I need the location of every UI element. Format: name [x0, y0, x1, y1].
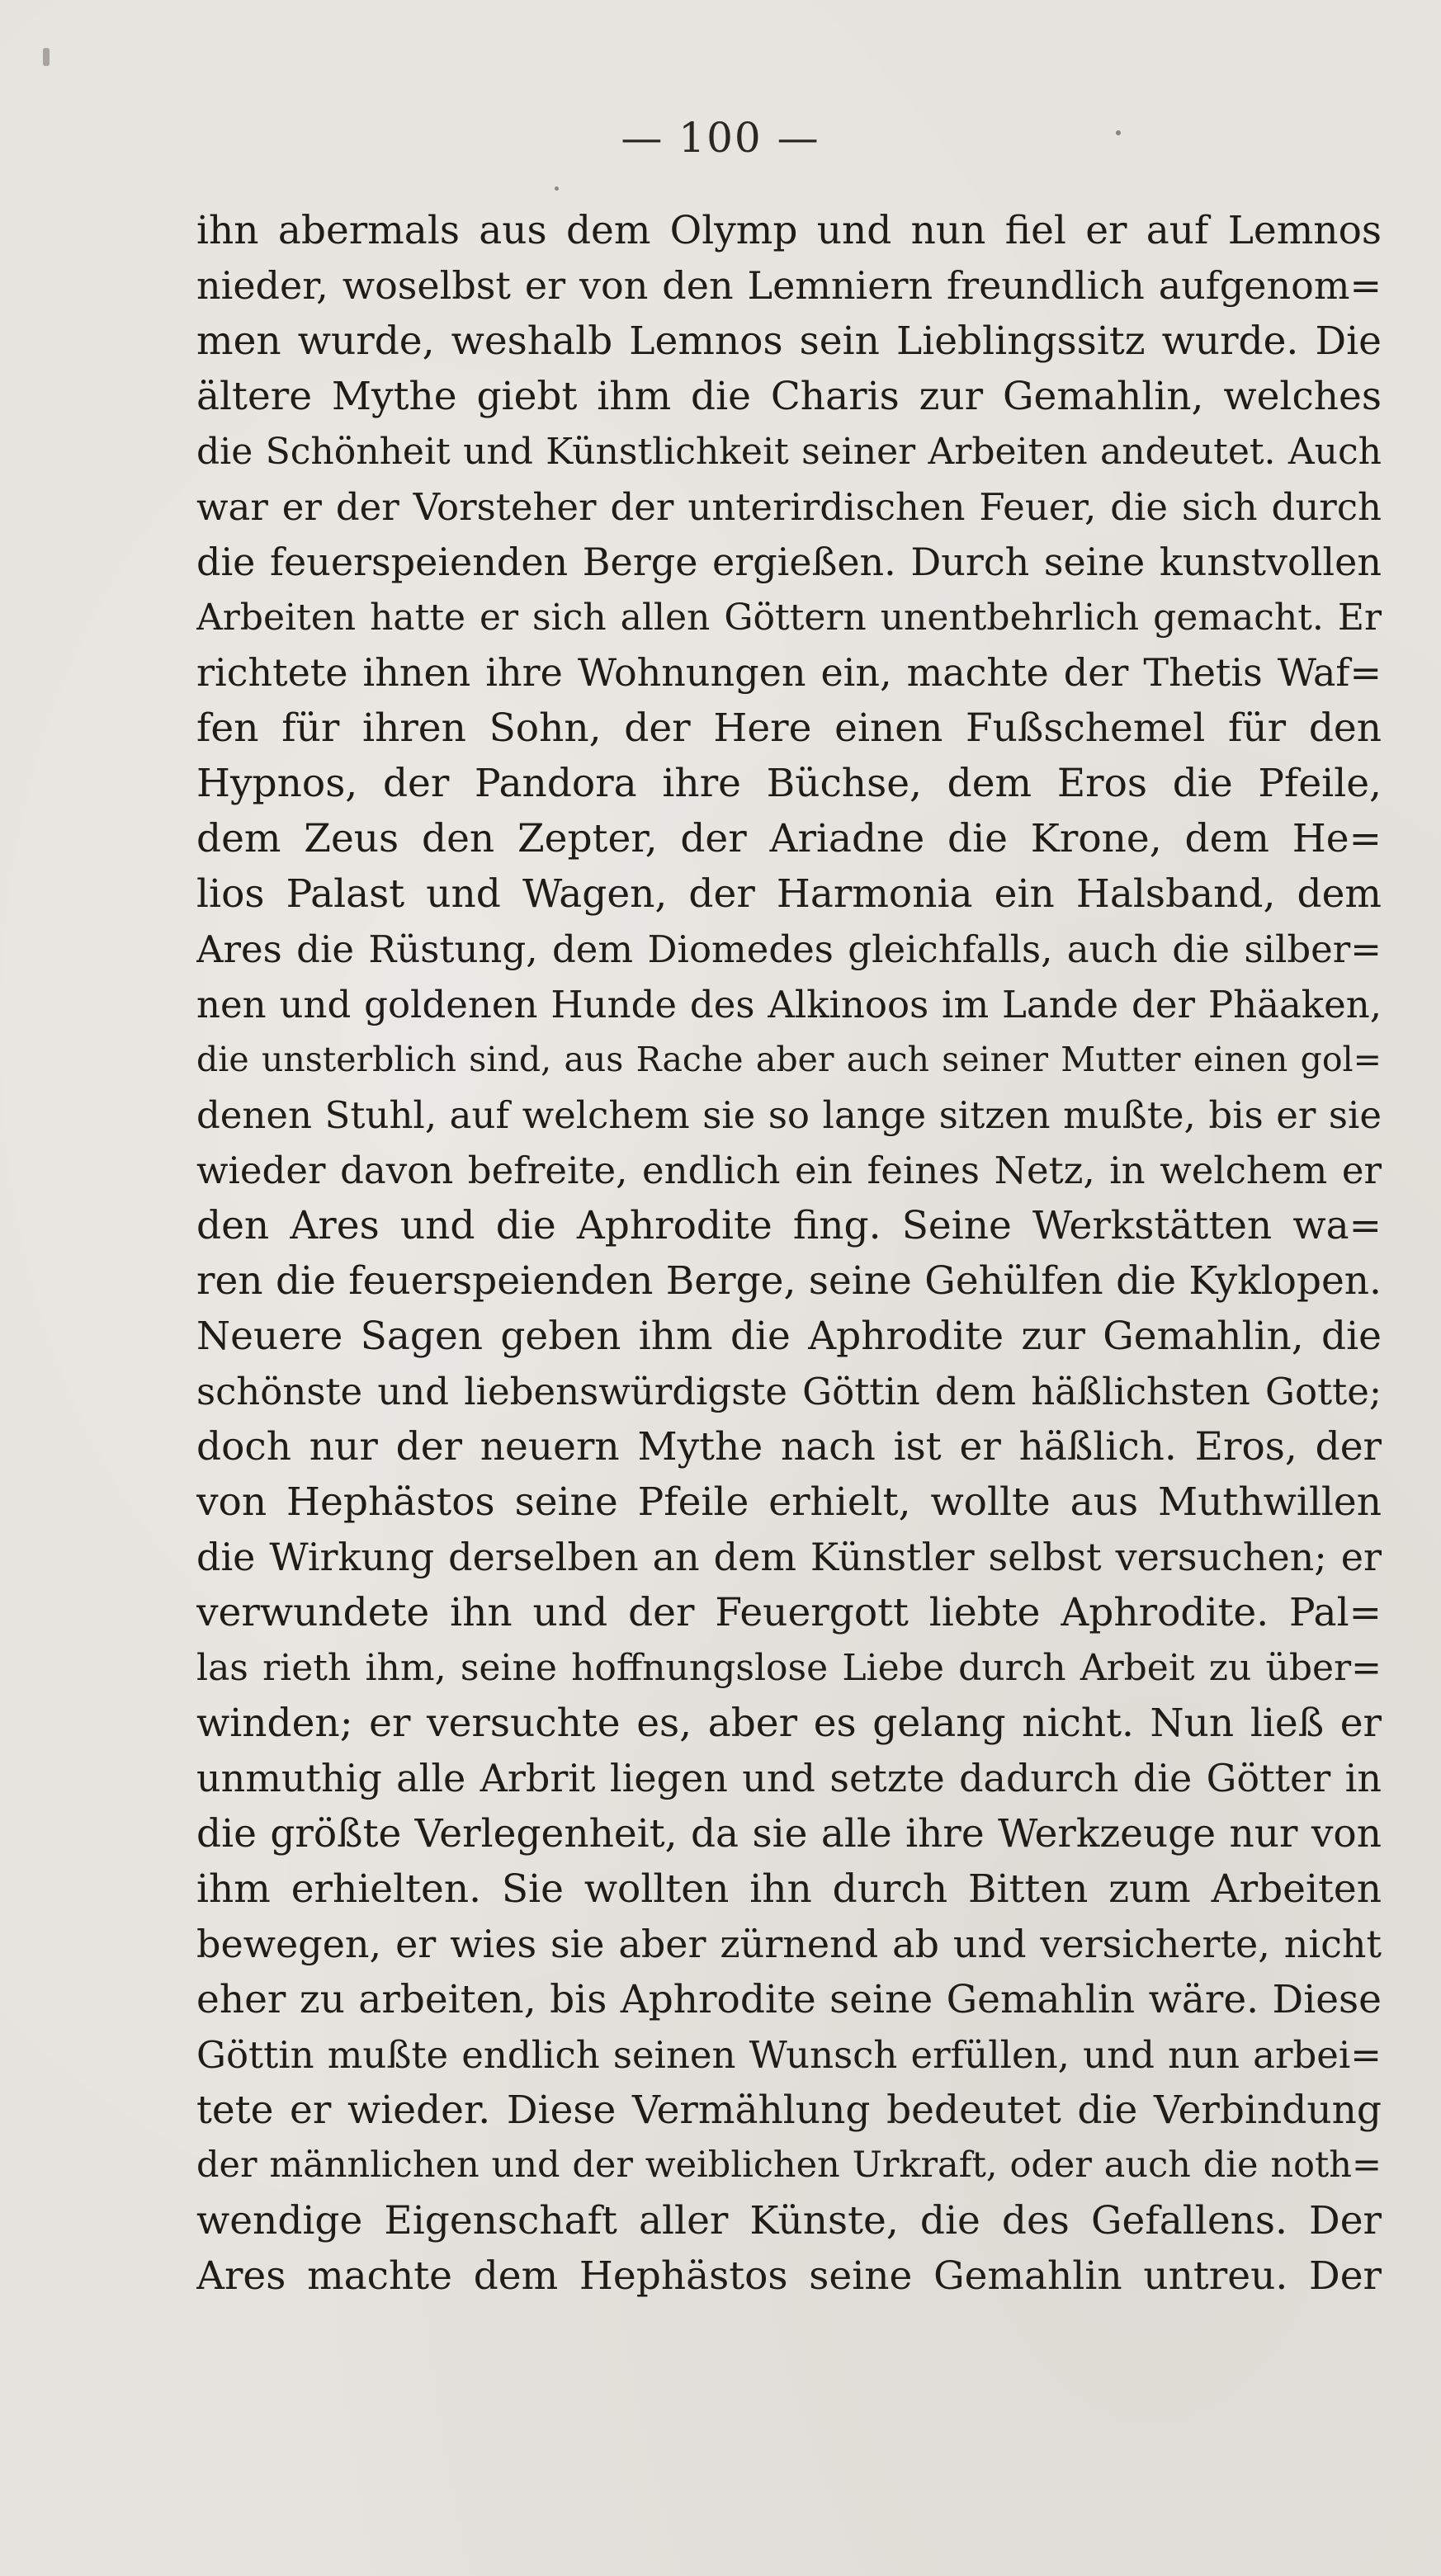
text-line: wieder davon befreite, endlich ein feines Netz, in welchem er	[196, 1149, 1382, 1192]
text-line: war er der Vorsteher der unterirdischen Feuer, die sich durch	[196, 485, 1382, 529]
text-line: bewegen, er wies sie aber zürnend ab und versicherte, nicht	[196, 1922, 1382, 1966]
text-line: Göttin mußte endlich seinen Wunsch erfüllen, und nun arbei=	[196, 2033, 1382, 2077]
text-line: Neuere Sagen geben ihm die Aphrodite zur Gemahlin, die	[196, 1314, 1382, 1359]
text-line: die unsterblich sind, aus Rache aber auch seiner Mutter einen gol=	[196, 1040, 1382, 1079]
text-line: richtete ihnen ihre Wohnungen ein, machte der Thetis Waf=	[196, 650, 1382, 695]
text-line: Hypnos, der Pandora ihre Büchse, dem Eros die Pfeile,	[196, 761, 1382, 806]
text-line: ihm erhielten. Sie wollten ihn durch Bitten zum Arbeiten	[196, 1866, 1382, 1912]
text-line: nieder, woselbst er von den Lemniern freundlich aufgenom=	[196, 263, 1382, 308]
text-line: dem Zeus den Zepter, der Ariadne die Krone, dem He=	[196, 816, 1382, 861]
text-line: wendige Eigenschaft aller Künste, die des Gefallens. Der	[196, 2198, 1382, 2243]
text-line: der männlichen und der weiblichen Urkraft, oder auch die noth=	[196, 2144, 1382, 2186]
paper-speck	[555, 186, 559, 191]
text-line: tete er wieder. Diese Vermählung bedeutet die Verbindung	[196, 2088, 1382, 2133]
text-line: die feuerspeienden Berge ergießen. Durch seine kunstvollen	[196, 540, 1382, 584]
text-line: fen für ihren Sohn, der Here einen Fußschemel für den	[196, 705, 1382, 751]
text-line: Arbeiten hatte er sich allen Göttern unentbehrlich gemacht. Er	[196, 597, 1382, 639]
text-line: von Hephästos seine Pfeile erhielt, wollte aus Muthwillen	[196, 1479, 1382, 1525]
text-line: Ares die Rüstung, dem Diomedes gleichfalls, auch die silber=	[196, 927, 1382, 971]
body-text	[196, 203, 1382, 2304]
text-line: men wurde, weshalb Lemnos sein Lieblingssitz wurde. Die	[196, 318, 1382, 364]
text-line: denen Stuhl, auf welchem sie so lange sitzen mußte, bis er sie	[196, 1093, 1382, 1137]
text-line: lios Palast und Wagen, der Harmonia ein Halsband, dem	[196, 871, 1382, 917]
text-line: ältere Mythe giebt ihm die Charis zur Gemahlin, welches	[196, 374, 1382, 419]
text-line: doch nur der neuern Mythe nach ist er häßlich. Eros, der	[196, 1424, 1382, 1470]
text-line: ren die feuerspeienden Berge, seine Gehülfen die Kyklopen.	[196, 1258, 1382, 1304]
text-line: ihn abermals aus dem Olymp und nun fiel er auf Lemnos	[196, 208, 1382, 253]
text-line: die größte Verlegenheit, da sie alle ihre Werkzeuge nur von	[196, 1811, 1382, 1857]
page-number: — 100 —	[621, 114, 820, 162]
text-line: nen und goldenen Hunde des Alkinoos im Lande der Phäaken,	[196, 983, 1382, 1026]
text-line: Ares machte dem Hephästos seine Gemahlin untreu. Der	[196, 2253, 1382, 2299]
text-line: las rieth ihm, seine hoffnungslose Liebe durch Arbeit zu über=	[196, 1647, 1382, 1689]
text-line: verwundete ihn und der Feuergott liebte Aphrodite. Pal=	[196, 1590, 1382, 1635]
text-line: die Wirkung derselben an dem Künstler selbst versuchen; er	[196, 1535, 1382, 1579]
text-line: winden; er versuchte es, aber es gelang nicht. Nun ließ er	[196, 1701, 1382, 1746]
text-line: den Ares und die Aphrodite fing. Seine Werkstätten wa=	[196, 1203, 1382, 1248]
text-line: eher zu arbeiten, bis Aphrodite seine Gemahlin wäre. Diese	[196, 1977, 1382, 2022]
paper-speck	[43, 48, 50, 66]
text-line: unmuthig alle Arbrit liegen und setzte dadurch die Götter in	[196, 1756, 1382, 1800]
text-line: die Schönheit und Künstlichkeit seiner Arbeiten andeutet. Auch	[196, 431, 1382, 473]
text-line: schönste und liebenswürdigste Göttin dem häßlichsten Gotte;	[196, 1370, 1382, 1413]
